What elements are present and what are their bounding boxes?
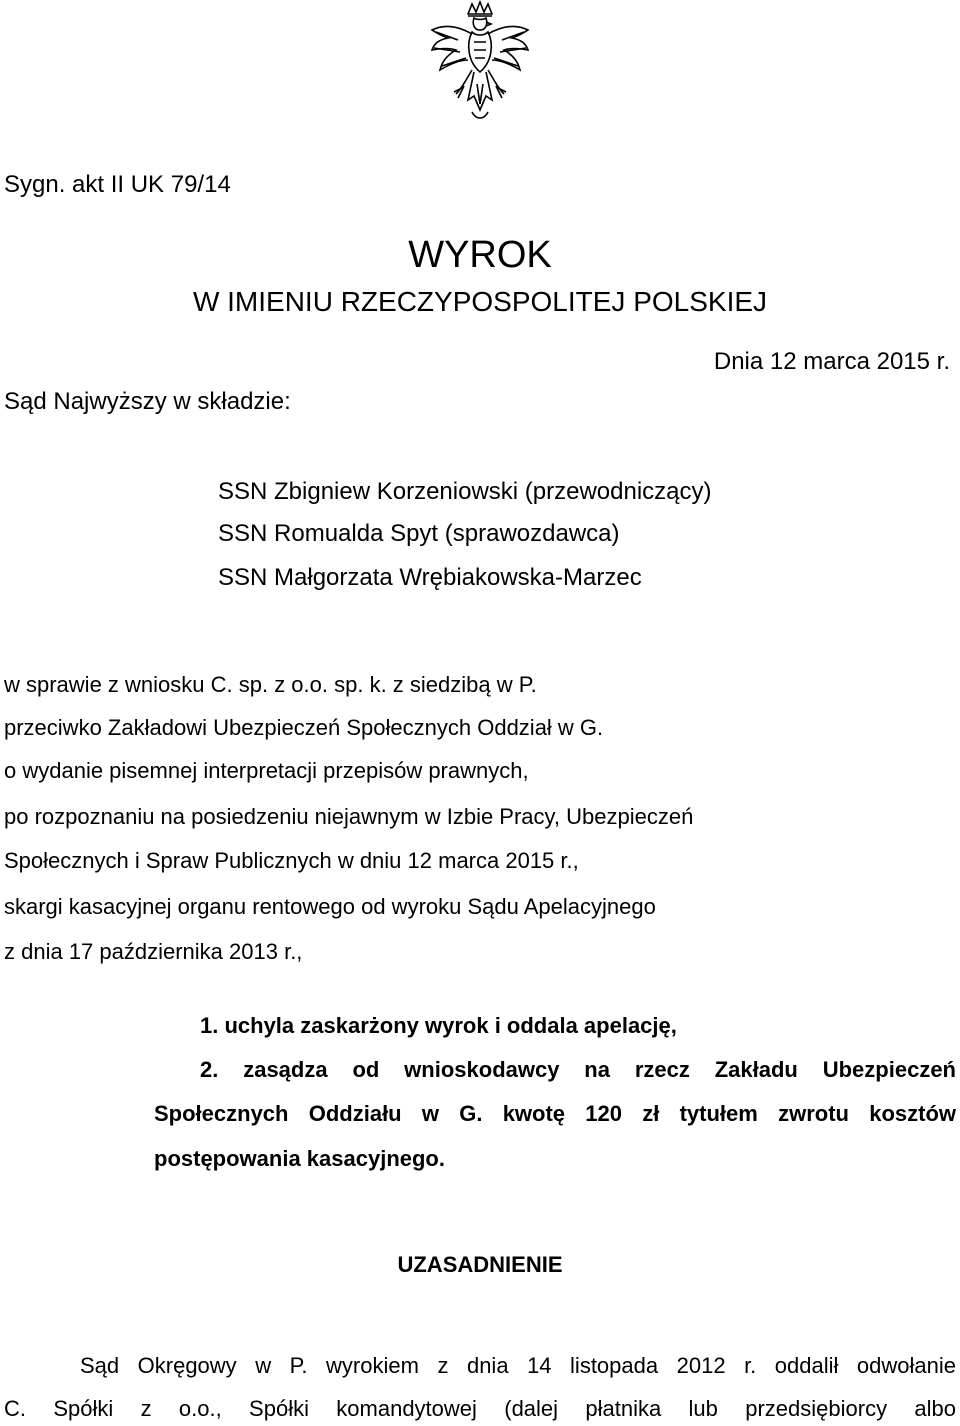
case-line: Społecznych i Spraw Publicznych w dniu 12 marca 2015 r.,: [4, 848, 579, 873]
ruling-item-2-line-2: Społecznych Oddziału w G. kwotę 120 zł tytułem zwrotu kosztów: [154, 1101, 956, 1126]
judge-presiding: SSN Zbigniew Korzeniowski (przewodniczący): [218, 478, 712, 505]
document-subtitle: W IMIENIU RZECZYPOSPOLITEJ POLSKIEJ: [192, 286, 768, 317]
case-line: z dnia 17 października 2013 r.,: [4, 939, 303, 964]
case-line: po rozpoznaniu na posiedzeniu niejawnym w Izbie Pracy, Ubezpieczeń: [4, 804, 694, 829]
court-composition-label: Sąd Najwyższy w składzie:: [4, 388, 291, 415]
case-line: w sprawie z wniosku C. sp. z o.o. sp. k. z siedzibą w P.: [4, 672, 537, 697]
case-signature: Sygn. akt II UK 79/14: [4, 171, 231, 198]
document-title: WYROK: [408, 234, 552, 276]
judge-member: SSN Małgorzata Wrębiakowska-Marzec: [218, 564, 642, 591]
justification-paragraph-line: C. Spółki z o.o., Spółki komandytowej (dalej płatnika lub przedsiębiorcy albo: [4, 1396, 956, 1421]
polish-eagle-emblem-icon: [428, 0, 532, 128]
justification-heading: UZASADNIENIE: [397, 1252, 563, 1277]
judgment-date: Dnia 12 marca 2015 r.: [713, 348, 950, 375]
ruling-item-1: 1. uchyla zaskarżony wyrok i oddala apelację,: [200, 1013, 677, 1038]
case-line: skargi kasacyjnej organu rentowego od wyroku Sądu Apelacyjnego: [4, 894, 656, 919]
case-line: przeciwko Zakładowi Ubezpieczeń Społecznych Oddział w G.: [4, 715, 604, 740]
ruling-item-2-line-1: 2. zasądza od wnioskodawcy na rzecz Zakładu Ubezpieczeń: [200, 1057, 956, 1082]
ruling-item-2-line-3: postępowania kasacyjnego.: [154, 1146, 445, 1171]
case-line: o wydanie pisemnej interpretacji przepisów prawnych,: [4, 758, 529, 783]
judge-rapporteur: SSN Romualda Spyt (sprawozdawca): [218, 520, 620, 547]
justification-paragraph-line: Sąd Okręgowy w P. wyrokiem z dnia 14 listopada 2012 r. oddalił odwołanie: [80, 1353, 956, 1378]
